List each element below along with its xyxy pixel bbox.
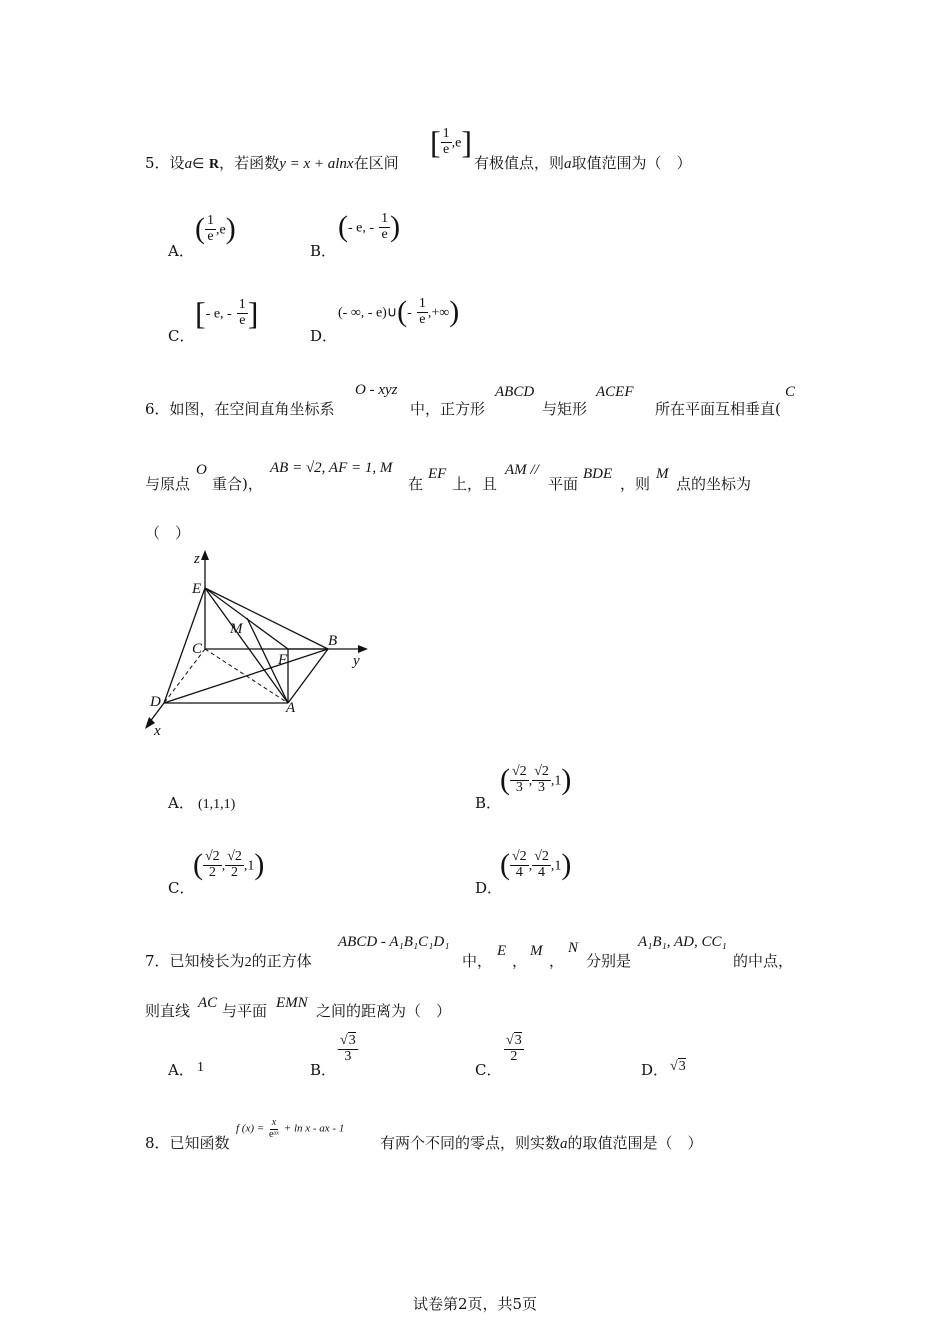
q7-option-b-value: $\frac{√3}{3}$: [340, 1033, 356, 1064]
q6-option-d-value: ( $\frac{√2}{4}$ , $\frac{√2}{4}$ ,1): [500, 848, 572, 882]
page-footer: 试卷第2页，共5页: [412, 1295, 538, 1313]
q5-option-a-value: ( $\frac{1}{e}$ ,e): [195, 212, 236, 246]
q7-option-c-label[interactable]: C．: [475, 1061, 502, 1079]
q7-segments: A₁B₁, AD, CC₁: [638, 934, 727, 950]
q6-option-b-label[interactable]: B．: [475, 794, 502, 812]
q5-option-b-label[interactable]: B．: [310, 242, 337, 260]
q5-option-d-value: (- ∞, - e)∪(- $\frac{1}{e}$ ,+∞): [338, 295, 460, 329]
question-5-stem: 5．设a∈ R，若函数y = x + alnx在区间: [145, 154, 399, 172]
q7-option-b-label[interactable]: B．: [310, 1061, 337, 1079]
question-number: 5．: [145, 154, 170, 172]
q6-option-a-value: (1,1,1): [198, 797, 236, 812]
q7-option-c-value: $\frac{√3}{2}$: [506, 1033, 522, 1064]
q6-geometry-figure: [140, 545, 380, 745]
q7-option-d-label[interactable]: D．: [641, 1061, 669, 1079]
q5-option-a-label[interactable]: A．: [168, 242, 194, 260]
q6-condition: AB = √2, AF = 1, M: [270, 460, 393, 476]
question-8-stem: 8．已知函数: [145, 1134, 230, 1152]
label-A: A: [286, 700, 296, 716]
q5-interval: [ $\frac{1}{e}$ ,e]: [430, 124, 473, 160]
label-F: F: [278, 652, 288, 668]
question-5-stem-end: 有极值点，则a取值范围为（ ）: [474, 154, 692, 172]
question-6-line-1: 6．如图，在空间直角坐标系: [145, 400, 335, 418]
label-y: y: [353, 653, 360, 669]
question-number: 6．: [145, 400, 170, 418]
q7-option-d-value: √3: [670, 1059, 686, 1074]
label-x: x: [154, 723, 161, 739]
q7-option-a-value: 1: [197, 1060, 204, 1075]
q6-option-a-label[interactable]: A．: [168, 794, 194, 812]
q5-option-d-label[interactable]: D．: [310, 327, 338, 345]
q5-option-b-value: (- e, - $\frac{1}{e}$ ): [338, 210, 401, 244]
question-number: 7．: [145, 952, 170, 970]
q6-option-d-label[interactable]: D．: [475, 879, 503, 897]
q7-option-a-label[interactable]: A．: [168, 1061, 194, 1079]
label-E: E: [192, 581, 202, 597]
q6-coord-system: O - xyz: [355, 382, 398, 398]
q5-option-c-label[interactable]: C．: [168, 327, 195, 345]
q6-option-b-value: ( $\frac{√2}{3}$ , $\frac{√2}{3}$ ,1): [500, 763, 572, 797]
q7-cube-name: ABCD - A₁B₁C₁D₁: [338, 934, 450, 950]
q6-option-c-value: ( $\frac{√2}{2}$ , $\frac{√2}{2}$ ,1): [193, 848, 265, 882]
question-7-line-1: 7．已知棱长为2的正方体: [145, 952, 312, 970]
question-number: 8．: [145, 1134, 170, 1152]
label-B: B: [328, 633, 338, 649]
label-M: M: [230, 621, 243, 637]
q8-function: f (x) = $\frac{x}{\text{eᵃˣ}}$ + ln x - ax - 1: [236, 1117, 345, 1140]
label-D: D: [150, 694, 161, 710]
q5-option-c-value: [- e, - $\frac{1}{e}$ ]: [195, 295, 259, 331]
q6-option-c-label[interactable]: C．: [168, 879, 195, 897]
label-C: C: [192, 641, 203, 657]
label-z: z: [194, 551, 200, 567]
